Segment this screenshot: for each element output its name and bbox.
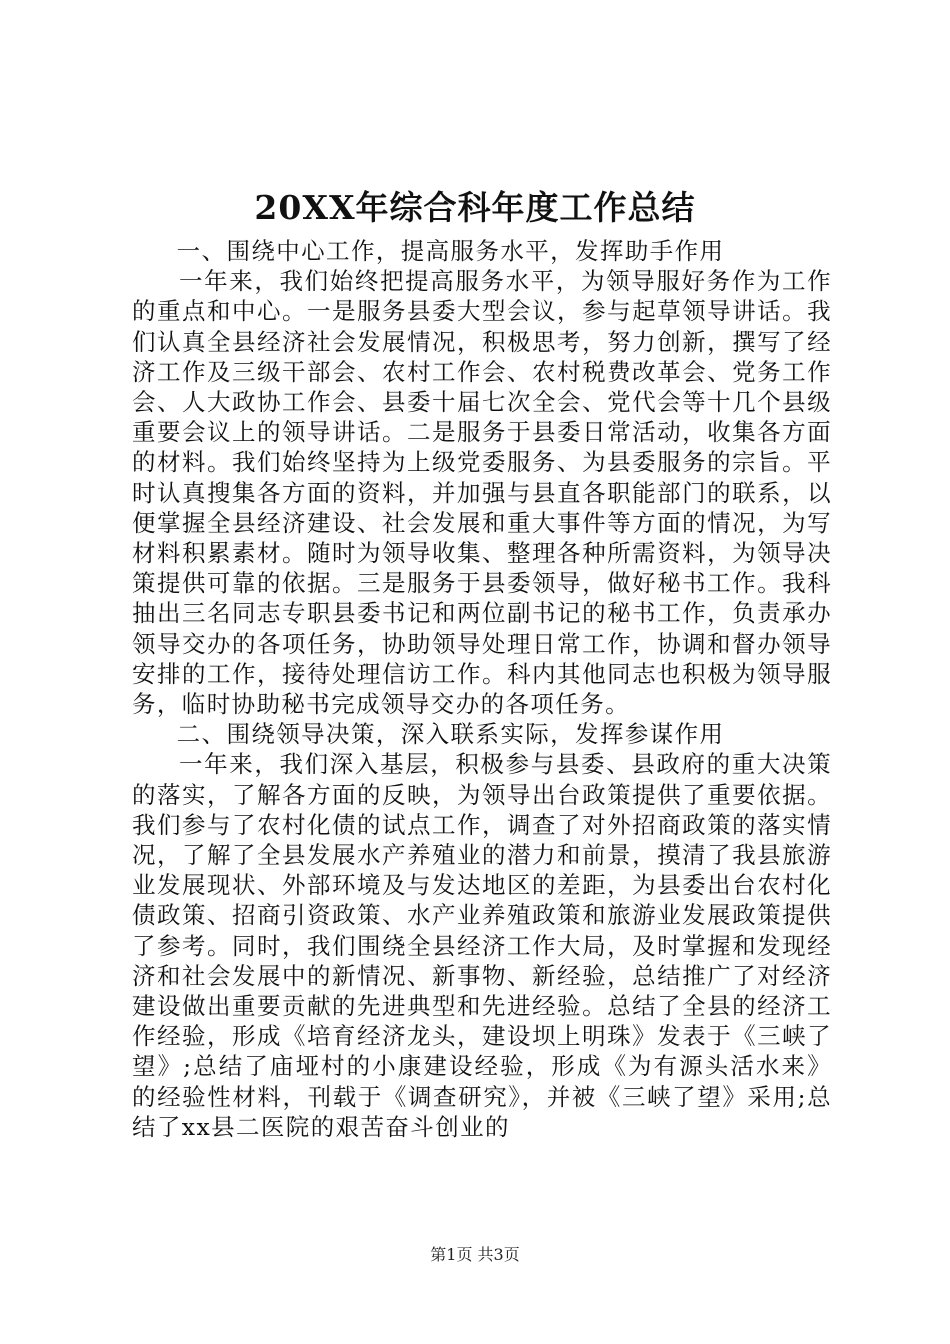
section-heading-1: 一、围绕中心工作，提高服务水平，发挥助手作用 — [176, 237, 725, 265]
body-paragraph-1: 一年来，我们始终把提高服务水平，为领导服好务作为工作的重点和中心。一是服务县委大型会议，参与起草领导讲话。我们认真全县经济社会发展情况，积极思考，努力创新，撰写了经济工作及三级干部会、农村工作会、农村税费改革会、党务工作会、人大政协工作会、县委十届七次全会、党代会等十几个县级重要会议上的领导讲话。二是服务于县委日常活动，收集各方面的材料。我们始终坚持为上级党委服务、为县委服务的宗旨。平时认真搜集各方面的资料，并加强与县直各职能部门的联系，以便掌握全县经济建设、社会发展和重大事件等方面的情况，为写材料积累素材。随时为领导收集、整理各种所需资料，为领导决策提供可靠的依据。三是服务于县委领导，做好秘书工作。我科抽出三名同志专职县委书记和两位副书记的秘书工作，负责承办领导交办的各项任务，协助领导处理日常工作，协调和督办领导安排的工作，接待处理信访工作。科内其他同志也积极为领导服务，临时协助秘书完成领导交办的各项任务。 — [132, 267, 832, 719]
page-footer: 第1页 共3页 — [430, 1245, 520, 1264]
section-heading-2: 二、围绕领导决策，深入联系实际，发挥参谋作用 — [176, 720, 725, 749]
document-body — [132, 236, 832, 1142]
body-paragraph-2: 一年来，我们深入基层，积极参与县委、县政府的重大决策的落实，了解各方面的反映，为领导出台政策提供了重要依据。我们参与了农村化债的试点工作，调查了对外招商政策的落实情况，了解了全县发展水产养殖业的潜力和前景，摸清了我县旅游业发展现状、外部环境及与发达地区的差距，为县委出台农村化债政策、招商引资政策、水产业养殖政策和旅游业发展政策提供了参考。同时，我们围绕全县经济工作大局，及时掌握和发现经济和社会发展中的新情况、新事物、新经验，总结推广了对经济建设做出重要贡献的先进典型和先进经验。总结了全县的经济工作经验，形成《培育经济龙头，建设坝上明珠》发表于《三峡了望》;总结了庙垭村的小康建设经验，形成《为有源头活水来》的经验性材料，刊载于《调查研究》，并被《三峡了望》采用;总结了xx县二医院的艰苦奋斗创业的 — [132, 750, 832, 1141]
document-title: 20XX年综合科年度工作总结 — [254, 188, 696, 227]
